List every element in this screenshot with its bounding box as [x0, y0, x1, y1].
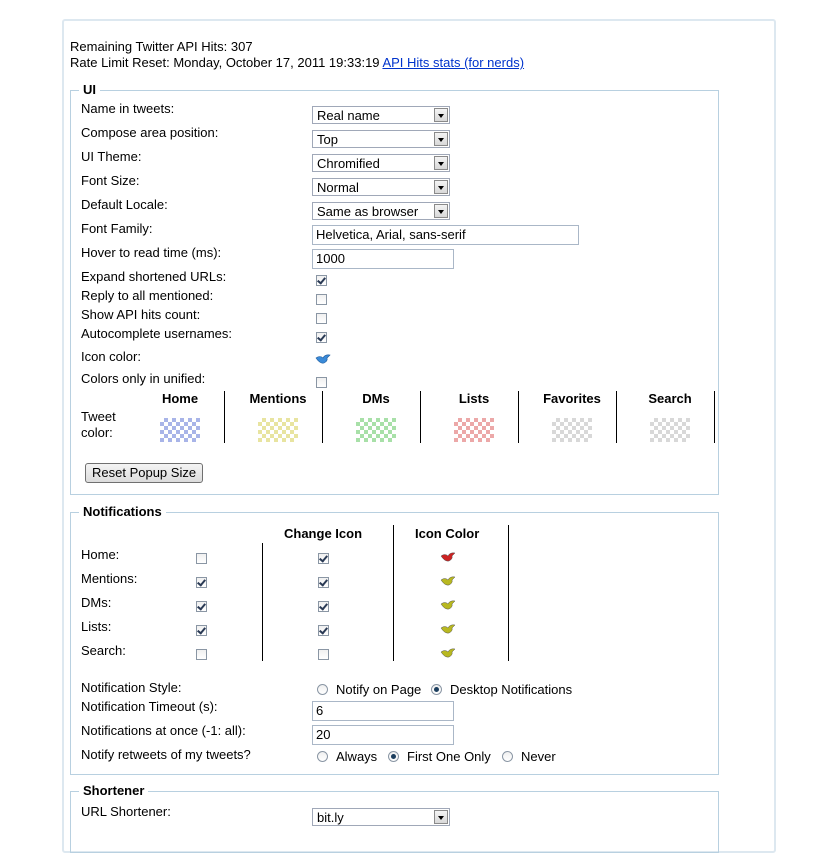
notification-row-label: Mentions: [81, 571, 138, 586]
chevron-down-icon [434, 204, 448, 218]
tweet-color-column [621, 391, 719, 406]
column-divider [224, 391, 225, 443]
chevron-down-icon [434, 108, 448, 122]
expand-urls-checkbox[interactable] [316, 275, 327, 286]
tweet-color-swatch[interactable] [650, 418, 690, 442]
show-api-count-label: Show API hits count: [81, 307, 201, 322]
compose-position-label: Compose area position: [81, 125, 219, 140]
tweet-color-swatch[interactable] [356, 418, 396, 442]
notification-enabled-checkbox[interactable] [196, 649, 207, 660]
hover-time-label: Hover to read time (ms): [81, 245, 222, 260]
tweet-color-swatch[interactable] [552, 418, 592, 442]
notification-row-label: Lists: [81, 619, 112, 634]
tweet-color-column [523, 391, 621, 406]
tweet-color-title: Home [161, 391, 199, 406]
notify-on-page-label: Notify on Page [336, 682, 422, 697]
colors-unified-checkbox[interactable] [316, 377, 327, 388]
notification-timeout-input[interactable]: 6 [312, 701, 454, 721]
notification-change-icon-checkbox[interactable] [318, 577, 329, 588]
api-header [70, 39, 524, 71]
chevron-down-icon [434, 810, 448, 824]
show-api-count-checkbox[interactable] [316, 313, 327, 324]
font-family-input[interactable]: Helvetica, Arial, sans-serif [312, 225, 579, 245]
name-in-tweets-label: Name in tweets: [81, 101, 175, 116]
notification-change-icon-checkbox[interactable] [318, 553, 329, 564]
notification-change-icon-checkbox[interactable] [318, 649, 329, 660]
bird-icon[interactable] [440, 599, 456, 611]
retweets-never-radio[interactable] [502, 751, 513, 762]
retweets-always-radio[interactable] [317, 751, 328, 762]
icon-color-header: Icon Color [415, 526, 480, 541]
bird-icon[interactable] [440, 551, 456, 563]
bird-icon[interactable] [315, 353, 331, 365]
notify-on-page-radio[interactable] [317, 684, 328, 695]
column-divider [616, 391, 617, 443]
desktop-notifications-radio[interactable] [431, 684, 442, 695]
column-divider [518, 391, 519, 443]
tweet-color-title: Search [648, 391, 692, 406]
notifications-legend: Notifications [79, 504, 166, 519]
url-shortener-select[interactable] [312, 808, 450, 826]
ui-section [70, 82, 719, 495]
default-locale-select[interactable] [312, 202, 450, 220]
notification-timeout-label: Notification Timeout (s): [81, 699, 218, 714]
notify-retweets-label: Notify retweets of my tweets? [81, 747, 251, 762]
autocomplete-checkbox[interactable] [316, 332, 327, 343]
font-family-label: Font Family: [81, 221, 153, 236]
column-divider [262, 543, 263, 661]
notification-change-icon-checkbox[interactable] [318, 601, 329, 612]
tweet-color-title: DMs [362, 391, 390, 406]
notification-enabled-checkbox[interactable] [196, 601, 207, 612]
api-hits-text: Remaining Twitter API Hits: 307 [70, 39, 253, 54]
notification-enabled-checkbox[interactable] [196, 577, 207, 588]
bird-icon[interactable] [440, 623, 456, 635]
tweet-color-swatch[interactable] [454, 418, 494, 442]
chevron-down-icon [434, 132, 448, 146]
column-divider [508, 525, 509, 661]
hover-time-input[interactable]: 1000 [312, 249, 454, 269]
tweet-color-title: Lists [458, 391, 490, 406]
font-size-select[interactable] [312, 178, 450, 196]
notification-style-label: Notification Style: [81, 680, 182, 695]
compose-position-value: Top [317, 132, 338, 147]
rate-limit-text: Rate Limit Reset: Monday, October 17, 2011 19:33:19 [70, 55, 380, 70]
ui-theme-value: Chromified [317, 156, 380, 171]
name-in-tweets-value: Real name [317, 108, 380, 123]
autocomplete-label: Autocomplete usernames: [81, 326, 233, 341]
notification-row-label: DMs: [81, 595, 112, 610]
api-stats-link[interactable]: API Hits stats (for nerds) [382, 55, 525, 70]
notification-row-label: Home: [81, 547, 120, 562]
url-shortener-value: bit.ly [317, 810, 344, 825]
notifications-section [70, 504, 719, 775]
retweets-never-label: Never [521, 749, 556, 764]
icon-color-label: Icon color: [81, 349, 141, 364]
tweet-color-column [425, 391, 523, 406]
tweet-color-column [327, 391, 425, 406]
reply-all-label: Reply to all mentioned: [81, 288, 214, 303]
tweet-color-label: Tweet color: [81, 409, 116, 440]
ui-theme-label: UI Theme: [81, 149, 142, 164]
notifications-at-once-input[interactable]: 20 [312, 725, 454, 745]
tweet-color-swatch[interactable] [258, 418, 298, 442]
name-in-tweets-select[interactable] [312, 106, 450, 124]
chevron-down-icon [434, 180, 448, 194]
options-page [62, 19, 776, 853]
shortener-legend: Shortener [79, 783, 148, 798]
chevron-down-icon [434, 156, 448, 170]
font-size-label: Font Size: [81, 173, 140, 188]
tweet-color-swatch[interactable] [160, 418, 200, 442]
shortener-section [70, 783, 719, 853]
notifications-at-once-label: Notifications at once (-1: all): [81, 723, 246, 738]
retweets-first-only-label: First One Only [407, 749, 491, 764]
tweet-color-column [131, 391, 229, 406]
retweets-always-label: Always [336, 749, 378, 764]
default-locale-label: Default Locale: [81, 197, 168, 212]
tweet-color-column [229, 391, 327, 406]
reset-popup-size-button[interactable]: Reset Popup Size [85, 463, 203, 483]
ui-theme-select[interactable] [312, 154, 450, 172]
column-divider [420, 391, 421, 443]
default-locale-value: Same as browser [317, 204, 419, 219]
desktop-notifications-label: Desktop Notifications [450, 682, 573, 697]
retweets-first-only-radio[interactable] [388, 751, 399, 762]
compose-position-select[interactable] [312, 130, 450, 148]
expand-urls-label: Expand shortened URLs: [81, 269, 227, 284]
column-divider [714, 391, 715, 443]
tweet-color-title: Mentions [249, 391, 307, 406]
change-icon-header: Change Icon [284, 526, 363, 541]
notification-row-label: Search: [81, 643, 126, 658]
font-size-value: Normal [317, 180, 359, 195]
url-shortener-label: URL Shortener: [81, 804, 171, 819]
bird-icon[interactable] [440, 575, 456, 587]
colors-unified-label: Colors only in unified: [81, 371, 206, 386]
notification-change-icon-checkbox[interactable] [318, 625, 329, 636]
column-divider [322, 391, 323, 443]
reply-all-checkbox[interactable] [316, 294, 327, 305]
ui-legend: UI [79, 82, 100, 97]
column-divider [393, 525, 394, 661]
notification-enabled-checkbox[interactable] [196, 625, 207, 636]
bird-icon[interactable] [440, 647, 456, 659]
notification-enabled-checkbox[interactable] [196, 553, 207, 564]
tweet-color-title: Favorites [543, 391, 601, 406]
